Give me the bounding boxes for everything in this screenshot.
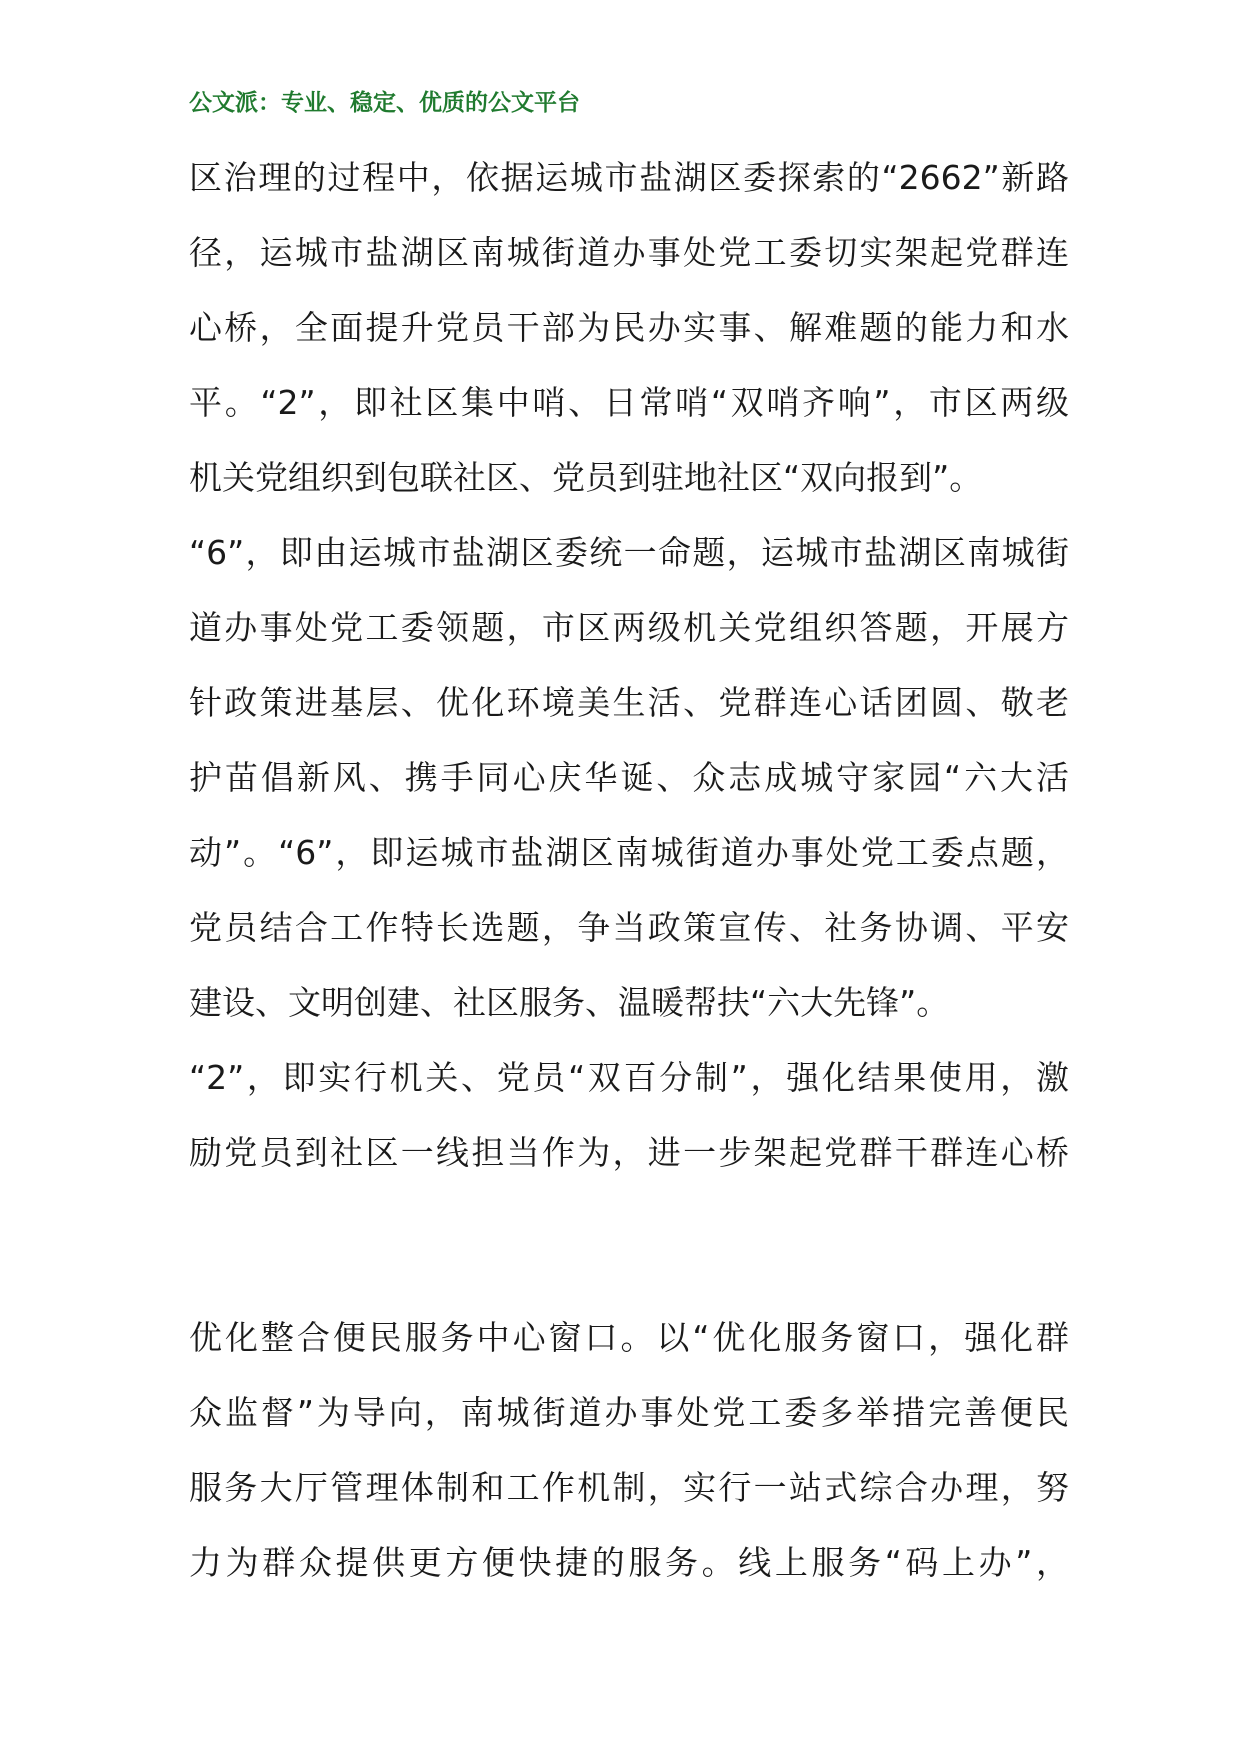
text-line: 机关党组织到包联社区、党员到驻地社区“双向报到”。 (189, 458, 983, 497)
text-line: 众监督”为导向，南城街道办事处党工委多举措完善便民 (189, 1393, 1069, 1432)
site-header-title: 公文派：专业、稳定、优质的公文平台 (189, 89, 580, 116)
text-line: 针政策进基层、优化环境美生活、党群连心话团圆、敬老 (189, 683, 1069, 722)
text-line: 力为群众提供更方便快捷的服务。线上服务“码上办”， (189, 1543, 1069, 1582)
text-line: 护苗倡新风、携手同心庆华诞、众志成城守家园“六大活 (189, 758, 1069, 797)
text-line: 励党员到社区一线担当作为，进一步架起党群干群连心桥 (189, 1133, 1069, 1172)
text-line: 党员结合工作特长选题，争当政策宣传、社务协调、平安 (189, 908, 1069, 947)
text-line: 区治理的过程中，依据运城市盐湖区委探索的“2662”新路 (189, 158, 1069, 197)
text-line: 优化整合便民服务中心窗口。以“优化服务窗口，强化群 (189, 1318, 1069, 1357)
text-line: 心桥，全面提升党员干部为民办实事、解难题的能力和水 (189, 308, 1069, 347)
text-line: 建设、文明创建、社区服务、温暖帮扶“六大先锋”。 (189, 983, 950, 1022)
text-line: 径，运城市盐湖区南城街道办事处党工委切实架起党群连 (189, 233, 1069, 272)
text-line: 平。“2”，即社区集中哨、日常哨“双哨齐响”，市区两级 (189, 383, 1069, 422)
paragraph-2 (189, 1300, 1069, 1600)
text-line: “6”，即由运城市盐湖区委统一命题，运城市盐湖区南城街 (189, 533, 1069, 572)
paragraph-1 (189, 140, 1069, 1190)
text-line: 动”。“6”，即运城市盐湖区南城街道办事处党工委点题， (189, 833, 1069, 872)
text-line: “2”，即实行机关、党员“双百分制”，强化结果使用，激 (189, 1058, 1069, 1097)
text-line: 道办事处党工委领题，市区两级机关党组织答题，开展方 (189, 608, 1069, 647)
text-line: 服务大厅管理体制和工作机制，实行一站式综合办理，努 (189, 1468, 1069, 1507)
